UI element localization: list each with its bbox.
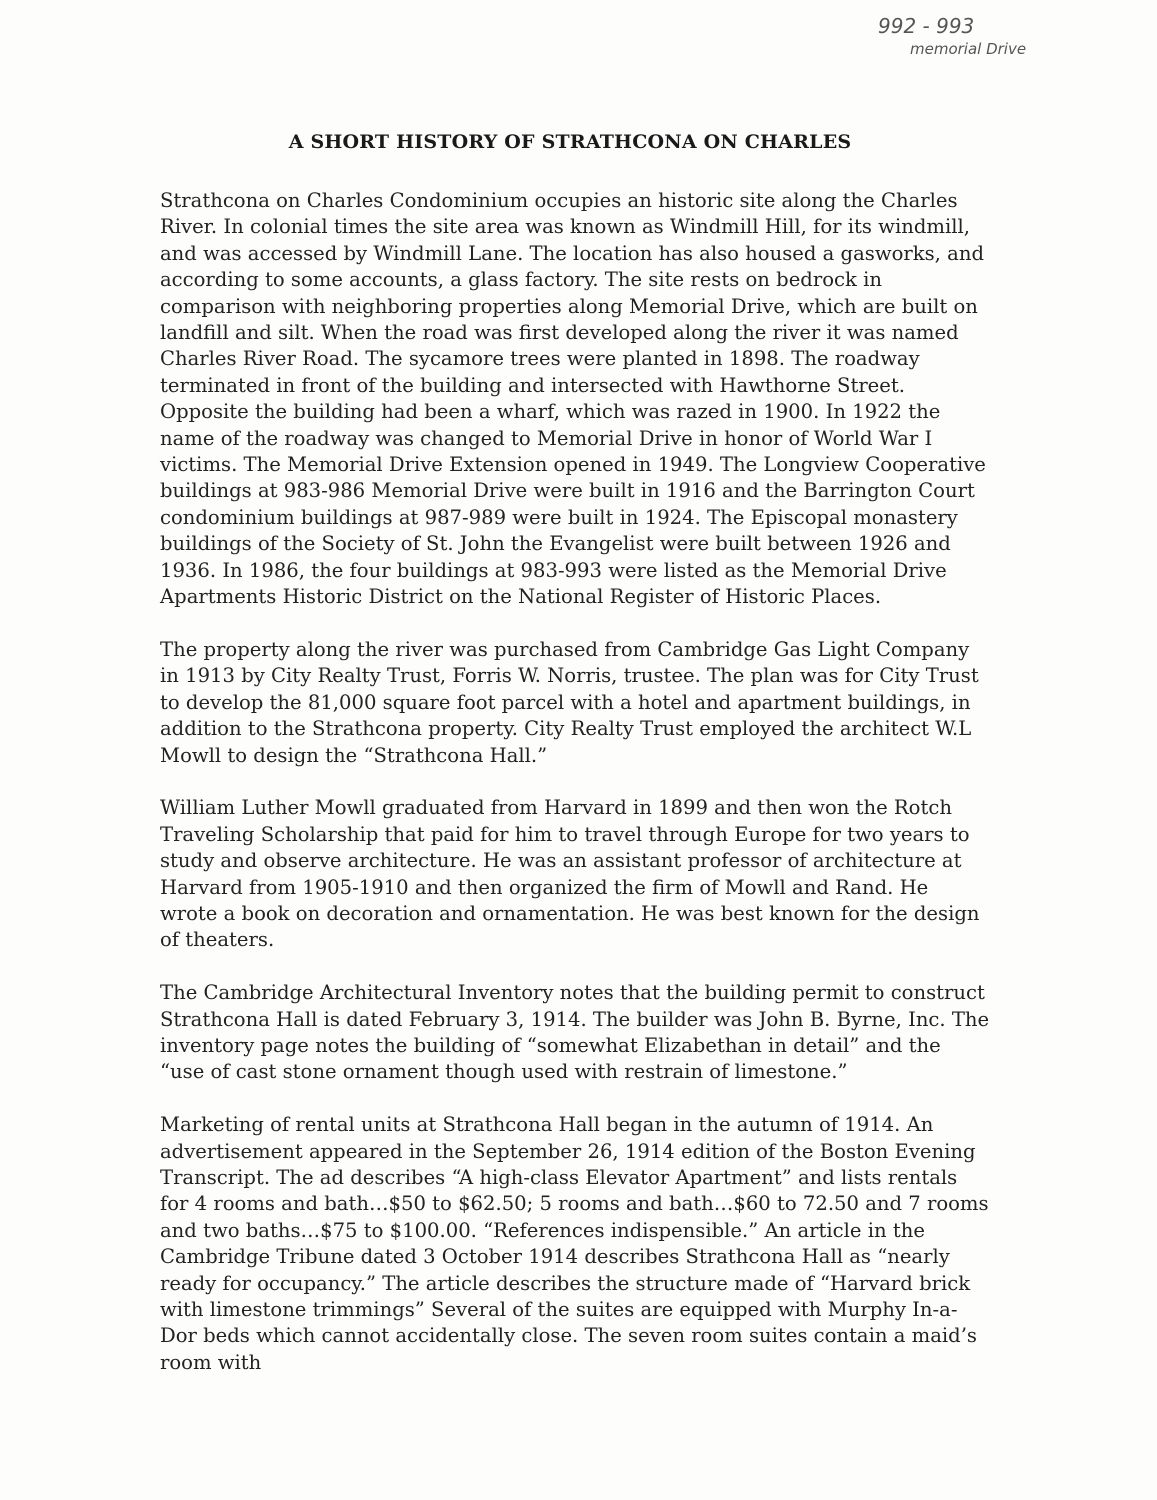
paragraph-architect-mowll: William Luther Mowll graduated from Harvard in 1899 and then won the Rotch Traveling Scholarship that paid for him to travel through Europe for two years to study and observe architecture. He was an assistant professor of architecture at Harvard from 1905-1910 and then organized the firm of Mowll and Rand. He wrote a book on decoration and ornamentation. He was best known for the design of theaters.	[160, 796, 980, 952]
handwritten-annotation-graphic	[872, 12, 1112, 58]
paragraph-marketing-rentals: Marketing of rental units at Strathcona Hall began in the autumn of 1914. An advertisement appeared in the September 26, 1914 edition of the Boston Evening Transcript. The ad describes “A high-class Elevator Apartment” and lists rentals for 4 rooms and bath…$50 to $62.50; 5 rooms and bath…$60 to 72.50 and 7 rooms and two baths…$75 to $100.00. “References indispensible.” An article in the Cambridge Tribune dated 3 October 1914 describes Strathcona Hall as “nearly ready for occupancy.” The article describes the structure made of “Harvard brick with limestone trimmings” Several of the suites are equipped with Murphy In-a-Dor beds which cannot accidentally close. The seven room suites contain a maid’s room with	[160, 1113, 989, 1374]
annotation-street-name: memorial Drive	[910, 40, 1027, 58]
handwritten-annotation	[872, 12, 1112, 58]
annotation-address-range: 992 - 993	[878, 14, 975, 38]
paragraph-site-history: Strathcona on Charles Condominium occupies an historic site along the Charles River. In colonial times the site area was known as Windmill Hill, for its windmill, and was accessed by Windmill Lane. The location has also housed a gasworks, and according to some accounts, a glass factory. The site rests on bedrock in comparison with neighboring properties along Memorial Drive, which are built on landfill and silt. When the road was first developed along the river it was named Charles River Road. The sycamore trees were planted in 1898. The roadway terminated in front of the building and intersected with Hawthorne Street. Opposite the building had been a wharf, which was razed in 1900. In 1922 the name of the roadway was changed to Memorial Drive in honor of World War I victims. The Memorial Drive Extension opened in 1949. The Longview Cooperative buildings at 983-986 Memorial Drive were built in 1916 and the Barrington Court condominium buildings at 987-989 were built in 1924. The Episcopal monastery buildings of the Society of St. John the Evangelist were built between 1926 and 1936. In 1986, the four buildings at 983-993 were listed as the Memorial Drive Apartments Historic District on the National Register of Historic Places.	[160, 189, 986, 609]
document-body	[160, 188, 990, 1403]
document-title: A SHORT HISTORY OF STRATHCONA ON CHARLES	[288, 131, 852, 153]
paragraph-building-permit: The Cambridge Architectural Inventory notes that the building permit to construct Strathcona Hall is dated February 3, 1914. The builder was John B. Byrne, Inc. The inventory page notes the building of “somewhat Elizabethan in detail” and the “use of cast stone ornament though used with restrain of limestone.”	[160, 981, 990, 1084]
paragraph-property-purchase: The property along the river was purchased from Cambridge Gas Light Company in 1913 by City Realty Trust, Forris W. Norris, trustee. The plan was for City Trust to develop the 81,000 square foot parcel with a hotel and apartment buildings, in addition to the Strathcona property. City Realty Trust employed the architect W.L Mowll to design the “Strathcona Hall.”	[160, 637, 979, 767]
